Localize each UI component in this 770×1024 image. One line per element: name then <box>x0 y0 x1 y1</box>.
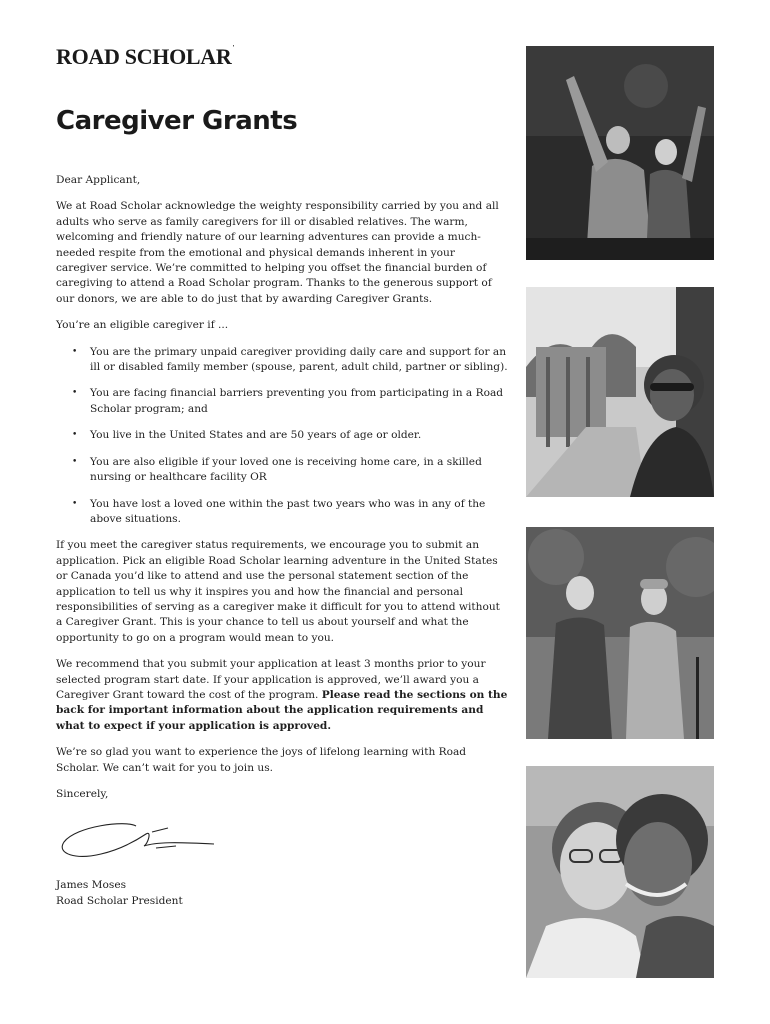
logo-text: ROAD SCHOLAR <box>56 44 232 69</box>
list-item: • You live in the United States and are 50 years of age or older. <box>56 428 508 443</box>
letter-body <box>56 173 508 909</box>
timing-text: We recommend that you submit your application at least 3 months prior to your selected program start date. If your application is approved, we’ll award you a Caregiver Grant toward the cost of the program. <box>56 658 486 701</box>
signature-icon <box>56 812 226 868</box>
signer-title: Road Scholar President <box>56 894 183 907</box>
logo-mark: ' <box>232 44 235 52</box>
intro-paragraph: We at Road Scholar acknowledge the weighty responsibility carried by you and all adults who serve as family caregivers for ill or disabled relatives. The warm, welcoming and friendly nature of our learning adventures can provide a much-needed respite from the emotional and physical demands inherent in your caregiver service. We’re committed to helping you offset the financial burden of caregiving to attend a Road Scholar program. Thanks to the generous support of our donors, we are able to do just that by awarding Caregiver Grants. <box>56 200 499 305</box>
photo-two-women-hiking-icon <box>526 527 714 739</box>
photo-women-pointing-up-icon <box>526 46 714 260</box>
list-item: • You have lost a loved one within the past two years who was in any of the above situations. <box>56 497 508 528</box>
timing-bold-text: Please read the sections on the back for important information about the application requirements and what to expect if your application is approved. <box>56 688 508 732</box>
road-scholar-logo <box>56 44 234 70</box>
photo-woman-mount-rushmore <box>526 287 714 497</box>
photo-two-women-smiling <box>526 766 714 978</box>
timing-paragraph <box>56 657 508 734</box>
list-item: • You are facing financial barriers preventing you from participating in a Road Scholar program; and <box>56 386 508 417</box>
eligibility-lead: You’re an eligible caregiver if ... <box>56 319 229 332</box>
closing-block <box>56 787 508 909</box>
signer-name: James Moses <box>56 879 127 892</box>
signoff: Sincerely, <box>56 788 109 800</box>
photo-two-women-smiling-icon <box>526 766 714 978</box>
page-title: Caregiver Grants <box>56 106 298 136</box>
photo-women-pointing-up <box>526 46 714 260</box>
list-item: • You are also eligible if your loved one is receiving home care, in a skilled nursing or healthcare facility OR <box>56 455 508 486</box>
greeting: Dear Applicant, <box>56 174 141 186</box>
list-item: • You are the primary unpaid caregiver providing daily care and support for an ill or disabled family member (spouse, parent, adult child, partner or sibling). <box>56 345 508 376</box>
closing-paragraph: We’re so glad you want to experience the joys of lifelong learning with Road Scholar. We can’t wait for you to join us. <box>56 746 467 774</box>
photo-woman-mount-rushmore-icon <box>526 287 714 497</box>
eligibility-list <box>56 345 508 528</box>
apply-paragraph: If you meet the caregiver status requirements, we encourage you to submit an application. Pick an eligible Road Scholar learning adventure in the United States or Canada you’d like to attend and use the personal statement section of the application to tell us why it inspires you and how the financial and personal responsibilities of serving as a caregiver make it difficult for you to attend without a Caregiver Grant. This is your chance to tell us about yourself and what the opportunity to go on a program would mean to you. <box>56 539 500 644</box>
photo-two-women-hiking <box>526 527 714 739</box>
